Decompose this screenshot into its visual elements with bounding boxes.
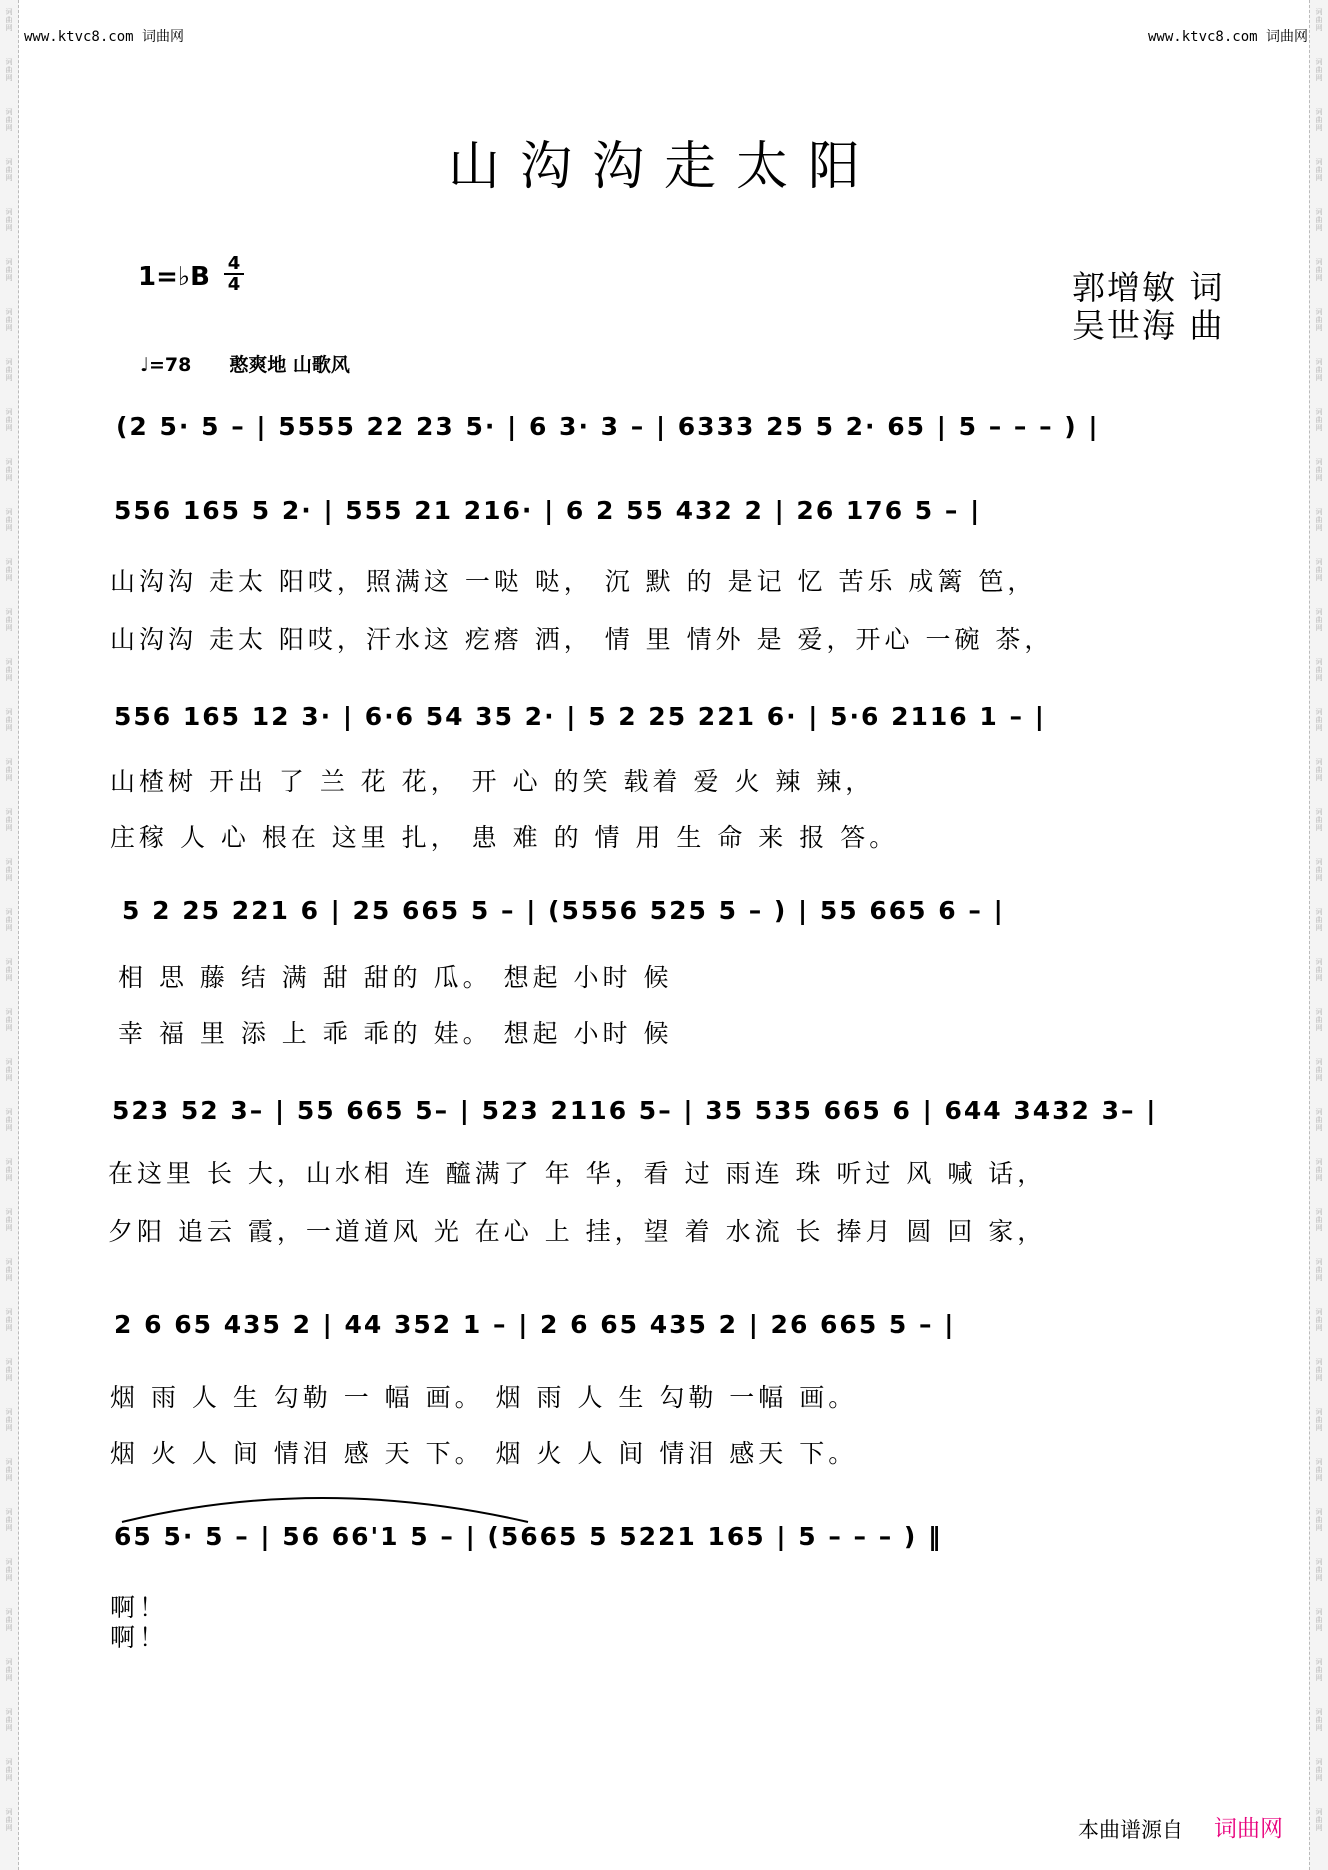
side-watermark-text: 词 曲 网	[1315, 158, 1323, 182]
side-watermark-text: 词 曲 网	[1315, 1108, 1323, 1132]
side-watermark-text: 词 曲 网	[1315, 458, 1323, 482]
score-row-3-notes: 556 165 12 3· | 6·6 54 35 2· | 5 2 25 221 6· | 5·6 2116 1 – |	[114, 702, 1046, 731]
side-watermark-text: 词 曲 网	[5, 358, 13, 382]
side-watermark-text: 词 曲 网	[5, 58, 13, 82]
left-watermark-strip	[0, 0, 19, 1870]
side-watermark-text: 词 曲 网	[1315, 408, 1323, 432]
side-watermark-text: 词 曲 网	[5, 958, 13, 982]
key-signature: 1=♭B	[138, 262, 210, 292]
side-watermark-text: 词 曲 网	[5, 808, 13, 832]
side-watermark-text: 词 曲 网	[5, 1508, 13, 1532]
side-watermark-text: 词 曲 网	[1315, 1658, 1323, 1682]
score-row-1-notes: (2 5· 5 – | 5555 22 23 5· | 6 3· 3 – | 6333 25 5 2· 65 | 5 – – – ) |	[116, 412, 1100, 441]
side-watermark-text: 词 曲 网	[1315, 1708, 1323, 1732]
time-signature-bottom: 4	[227, 274, 241, 295]
side-watermark-text: 词 曲 网	[5, 1758, 13, 1782]
side-watermark-text: 词 曲 网	[5, 8, 13, 32]
time-signature-top: 4	[224, 254, 244, 275]
side-watermark-text: 词 曲 网	[5, 1208, 13, 1232]
score-row-2-notes: 556 165 5 2· | 555 21 216· | 6 2 55 432 2 | 26 176 5 – |	[114, 496, 982, 525]
lyricist-credit: 郭增敏 词	[1072, 268, 1225, 307]
side-watermark-text: 词 曲 网	[5, 1108, 13, 1132]
side-watermark-text: 词 曲 网	[5, 1408, 13, 1432]
side-watermark-text: 词 曲 网	[1315, 1308, 1323, 1332]
side-watermark-text: 词 曲 网	[5, 258, 13, 282]
side-watermark-text: 词 曲 网	[5, 408, 13, 432]
score-row-6-notes: 2 6 65 435 2 | 44 352 1 – | 2 6 65 435 2 | 26 665 5 – |	[114, 1310, 956, 1339]
side-watermark-text: 词 曲 网	[1315, 8, 1323, 32]
site-mark-left: www.ktvc8.com 词曲网	[24, 29, 185, 45]
side-watermark-text: 词 曲 网	[1315, 908, 1323, 932]
side-watermark-text: 词 曲 网	[1315, 258, 1323, 282]
side-watermark-text: 词 曲 网	[5, 608, 13, 632]
side-watermark-text: 词 曲 网	[1315, 758, 1323, 782]
score-row-2-lyric-verse-2: 山沟沟 走太 阳哎，汗水这 疙瘩 洒， 情 里 情外 是 爱，开心 一碗 茶，	[110, 625, 1054, 654]
side-watermark-text: 词 曲 网	[1315, 1008, 1323, 1032]
side-watermark-text: 词 曲 网	[5, 1358, 13, 1382]
side-watermark-text: 词 曲 网	[1315, 1158, 1323, 1182]
side-watermark-text: 词 曲 网	[5, 1008, 13, 1032]
side-watermark-text: 词 曲 网	[1315, 1808, 1323, 1832]
right-watermark-strip	[1309, 0, 1328, 1870]
side-watermark-text: 词 曲 网	[1315, 708, 1323, 732]
side-watermark-text: 词 曲 网	[1315, 1358, 1323, 1382]
score-row-7-notes: 65 5· 5 – | 56 66'1 5 – | (5665 5 5221 165 | 5 – – – ) ‖	[114, 1522, 943, 1551]
score-row-5-notes: 523 52 3– | 55 665 5– | 523 2116 5– | 35 535 665 6 | 644 3432 3– |	[112, 1096, 1158, 1125]
side-watermark-text: 词 曲 网	[1315, 1408, 1323, 1432]
score-row-3-lyric-verse-1: 山楂树 开出 了 兰 花 花， 开 心 的笑 载着 爱 火 辣 辣，	[110, 767, 875, 796]
side-watermark-text: 词 曲 网	[1315, 1508, 1323, 1532]
side-watermark-text: 词 曲 网	[1315, 1458, 1323, 1482]
score-row-6-lyric-verse-2: 烟 火 人 间 情泪 感 天 下。 烟 火 人 间 情泪 感天 下。	[110, 1439, 858, 1468]
side-watermark-text: 词 曲 网	[1315, 558, 1323, 582]
side-watermark-text: 词 曲 网	[5, 1058, 13, 1082]
side-watermark-text: 词 曲 网	[5, 758, 13, 782]
score-row-4-lyric-verse-2: 幸 福 里 添 上 乖 乖的 娃。 想起 小时 候	[118, 1019, 673, 1048]
side-watermark-text: 词 曲 网	[5, 908, 13, 932]
side-watermark-text: 词 曲 网	[5, 858, 13, 882]
side-watermark-text: 词 曲 网	[5, 1458, 13, 1482]
side-watermark-text: 词 曲 网	[5, 1158, 13, 1182]
side-watermark-text: 词 曲 网	[5, 108, 13, 132]
side-watermark-text: 词 曲 网	[1315, 608, 1323, 632]
side-watermark-text: 词 曲 网	[1315, 1558, 1323, 1582]
side-watermark-text: 词 曲 网	[5, 1658, 13, 1682]
side-watermark-text: 词 曲 网	[5, 1258, 13, 1282]
side-watermark-text: 词 曲 网	[5, 508, 13, 532]
side-watermark-text: 词 曲 网	[1315, 1758, 1323, 1782]
side-watermark-text: 词 曲 网	[5, 1308, 13, 1332]
side-watermark-text: 词 曲 网	[1315, 658, 1323, 682]
score-row-5-lyric-verse-1: 在这里 长 大，山水相 连 醯满了 年 华，看 过 雨连 珠 听过 风 喊 话，	[108, 1159, 1047, 1188]
time-signature	[224, 254, 244, 294]
side-watermark-text: 词 曲 网	[5, 308, 13, 332]
side-watermark-text: 词 曲 网	[5, 458, 13, 482]
side-watermark-text: 词 曲 网	[1315, 108, 1323, 132]
side-watermark-text: 词 曲 网	[5, 708, 13, 732]
side-watermark-text: 词 曲 网	[1315, 58, 1323, 82]
side-watermark-text: 词 曲 网	[5, 1608, 13, 1632]
side-watermark-text: 词 曲 网	[5, 558, 13, 582]
side-watermark-text: 词 曲 网	[5, 1808, 13, 1832]
score-row-2-lyric-verse-1: 山沟沟 走太 阳哎，照满这 一哒 哒， 沉 默 的 是记 忆 苦乐 成篱 笆，	[110, 567, 1037, 596]
tempo-marking: ♩=78 憨爽地 山歌风	[140, 354, 350, 376]
score-row-7-lyric-verse-1: 啊！	[110, 1593, 169, 1622]
side-watermark-text: 词 曲 网	[1315, 958, 1323, 982]
score-row-6-lyric-verse-1: 烟 雨 人 生 勾勒 一 幅 画。 烟 雨 人 生 勾勒 一幅 画。	[110, 1383, 858, 1412]
score-row-7-lyric-verse-2: 啊！	[110, 1623, 169, 1652]
side-watermark-text: 词 曲 网	[5, 1558, 13, 1582]
side-watermark-text: 词 曲 网	[1315, 358, 1323, 382]
side-watermark-text: 词 曲 网	[1315, 858, 1323, 882]
side-watermark-text: 词 曲 网	[5, 1708, 13, 1732]
side-watermark-text: 词 曲 网	[1315, 1258, 1323, 1282]
phrase-slur-icon	[120, 1484, 530, 1524]
side-watermark-text: 词 曲 网	[1315, 1208, 1323, 1232]
side-watermark-text: 词 曲 网	[5, 158, 13, 182]
side-watermark-text: 词 曲 网	[1315, 808, 1323, 832]
side-watermark-text: 词 曲 网	[1315, 1058, 1323, 1082]
source-label: 本曲谱源自	[1078, 1818, 1183, 1842]
side-watermark-text: 词 曲 网	[1315, 208, 1323, 232]
side-watermark-text: 词 曲 网	[5, 208, 13, 232]
song-title: 山沟沟走太阳	[447, 137, 880, 197]
side-watermark-text: 词 曲 网	[1315, 1608, 1323, 1632]
score-row-4-lyric-verse-1: 相 思 藤 结 满 甜 甜的 瓜。 想起 小时 候	[118, 963, 673, 992]
side-watermark-text: 词 曲 网	[1315, 508, 1323, 532]
side-watermark-text: 词 曲 网	[5, 658, 13, 682]
score-row-3-lyric-verse-2: 庄稼 人 心 根在 这里 扎， 患 难 的 情 用 生 命 来 报 答。	[110, 823, 899, 852]
score-row-5-lyric-verse-2: 夕阳 追云 霞，一道道风 光 在心 上 挂，望 着 水流 长 捧月 圆 回 家，	[108, 1217, 1047, 1246]
side-watermark-text: 词 曲 网	[1315, 308, 1323, 332]
composer-credit: 吴世海 曲	[1072, 306, 1225, 345]
source-site-link[interactable]: 词曲网	[1214, 1816, 1283, 1842]
score-row-4-notes: 5 2 25 221 6 | 25 665 5 – | (5556 525 5 – ) | 55 665 6 – |	[122, 896, 1005, 925]
site-mark-right: www.ktvc8.com 词曲网	[1148, 29, 1309, 45]
